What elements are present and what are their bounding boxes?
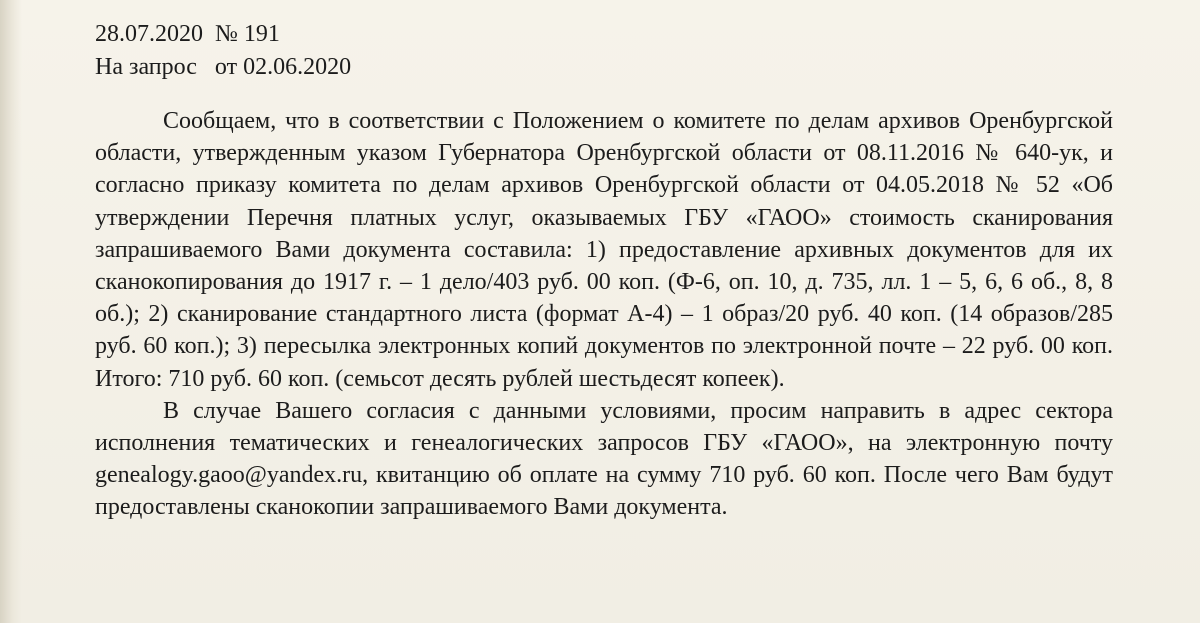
outgoing-date-number: 28.07.2020 № 191 xyxy=(95,21,280,47)
paragraph-payment-instructions: В случае Вашего согласия с данными условиями, просим направить в адрес сектора исполнения тематических и генеалогических запросов ГБУ «ГАОО», на электронную почту genealogy.gaoo@yandex.ru, квитанцию об оплате на сумму 710 руб. 60 коп. После чего Вам будут предоставлены сканокопии запрашиваемого Вами документа. xyxy=(95,397,1113,521)
paragraph-cost-details: Сообщаем, что в соответствии с Положением о комитете по делам архивов Оренбургской области, утвержденным указом Губернатора Оренбургской области от 08.11.2016 № 640-ук, и согласно приказу комитета по делам архивов Оренбургской области от 04.05.2018 № 52 «Об утверждении Перечня платных услуг, оказываемых ГБУ «ГАОО» стоимость сканирования запрашиваемого Вами документа составила: 1) предоставление архивных документов для их сканокопирования до 1917 г. – 1 дело/403 руб. 00 коп. (Ф-6, оп. 10, д. 735, лл. 1 – 5, 6, 6 об., 8, 8 об.); 2) сканирование стандартного листа (формат А-4) – 1 образ/20 руб. 40 коп. (14 образов/285 руб. 60 коп.); 3) пересылка электронных копий документов по электронной почте – 22 руб. 00 коп. Итого: 710 руб. 60 коп. (семьсот десять рублей шестьдесят копеек). xyxy=(95,108,1113,392)
request-reference: На запрос от 02.06.2020 xyxy=(95,54,352,80)
scan-shadow-edge xyxy=(0,0,22,623)
letter-body xyxy=(95,105,1113,524)
letter-header xyxy=(95,18,351,84)
